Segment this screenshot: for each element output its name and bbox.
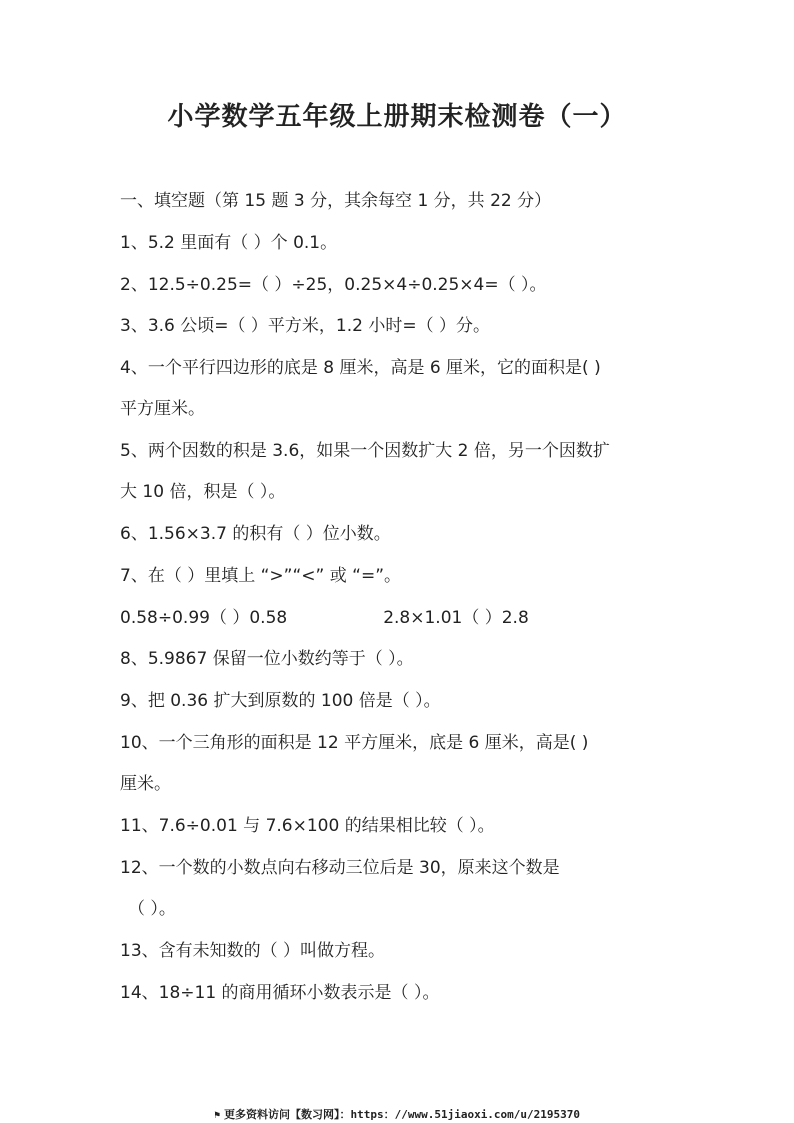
question-6: 6、1.56×3.7 的积有（ ）位小数。 [120, 524, 391, 544]
question-10-line-1: 10、一个三角形的面积是 12 平方厘米，底是 6 厘米，高是( ) [120, 733, 589, 753]
question-7-right-item: 2.8×1.01（ ）2.8 [383, 608, 529, 628]
question-7-items [120, 606, 694, 630]
question-5-line-2: 大 10 倍，积是（ ）。 [120, 482, 286, 502]
question-1: 1、5.2 里面有（ ）个 0.1。 [120, 233, 338, 253]
question-10-line-2: 厘米。 [120, 774, 171, 794]
question-12-line-2: （ ）。 [128, 899, 176, 919]
question-5-line-1: 5、两个因数的积是 3.6，如果一个因数扩大 2 倍，另一个因数扩 [120, 441, 610, 461]
question-2: 2、12.5÷0.25=（ ）÷25，0.25×4÷0.25×4=（ ）。 [120, 275, 547, 295]
question-13: 13、含有未知数的（ ）叫做方程。 [120, 941, 386, 961]
question-11: 11、7.6÷0.01 与 7.6×100 的结果相比较（ ）。 [120, 816, 495, 836]
question-3: 3、3.6 公顷=（ ）平方米，1.2 小时=（ ）分。 [120, 316, 490, 336]
flag-icon: ⚑ [213, 1110, 220, 1121]
question-8: 8、5.9867 保留一位小数约等于（ ）。 [120, 649, 414, 669]
question-14: 14、18÷11 的商用循环小数表示是（ ）。 [120, 983, 440, 1003]
question-12-line-1: 12、一个数的小数点向右移动三位后是 30，原来这个数是 [120, 858, 560, 878]
question-4-line-2: 平方厘米。 [120, 399, 205, 419]
page-title: 小学数学五年级上册期末检测卷（一） [167, 102, 627, 132]
section-heading: 一、填空题（第 15 题 3 分，其余每空 1 分，共 22 分） [120, 191, 552, 211]
question-7: 7、在（ ）里填上 “>”“<” 或 “=”。 [120, 566, 402, 586]
footer-link[interactable]: 更多资料访问【数习网】：https：//www.51jiaoxi.com/u/2195370 [223, 1108, 581, 1121]
question-7-left-item: 0.58÷0.99（ ）0.58 [120, 608, 288, 628]
question-4-line-1: 4、一个平行四边形的底是 8 厘米，高是 6 厘米，它的面积是( ) [120, 358, 601, 378]
question-9: 9、把 0.36 扩大到原数的 100 倍是（ ）。 [120, 691, 441, 711]
footer [0, 1106, 794, 1122]
